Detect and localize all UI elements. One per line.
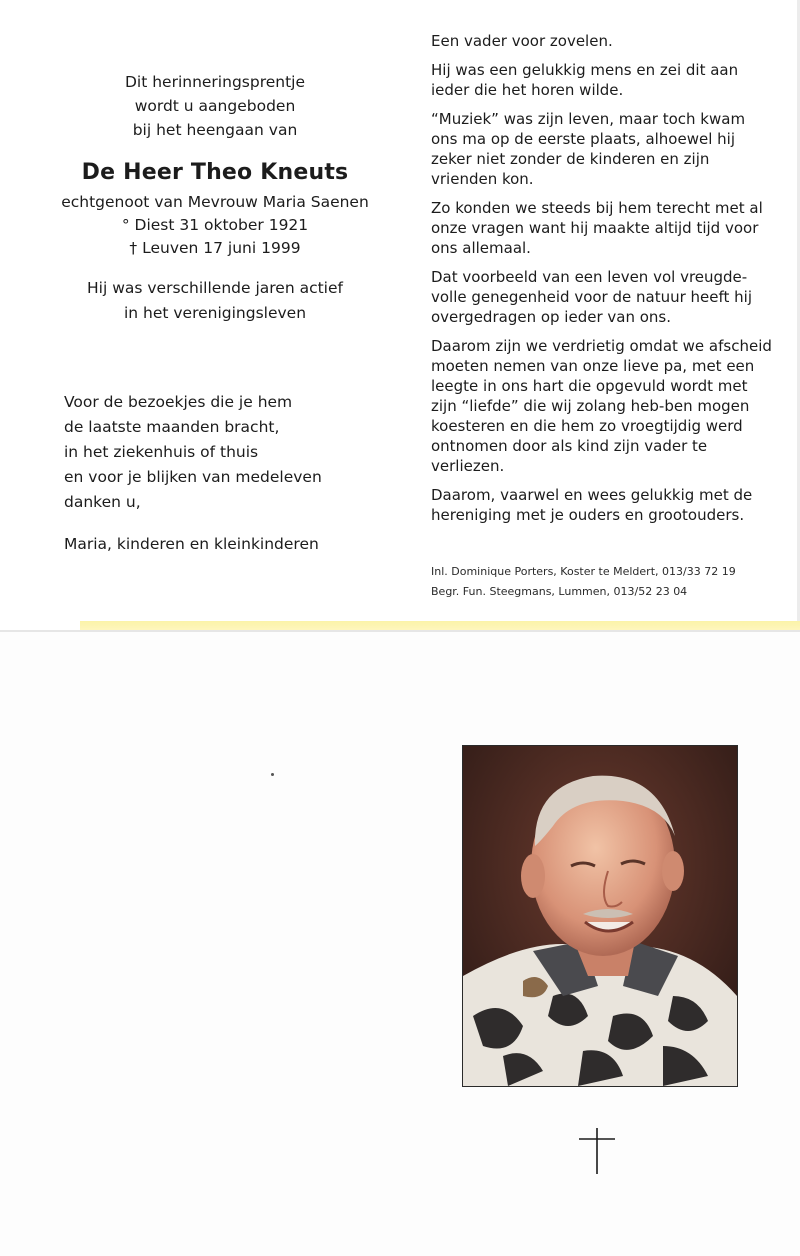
credit-line: Inl. Dominique Porters, Koster te Meldert, 013/33 72 19 (431, 565, 736, 578)
thanks-line: Voor de bezoekjes die je hem (64, 393, 293, 411)
activity-line: in het verenigingsleven (123, 304, 307, 322)
portrait-illustration (463, 746, 737, 1086)
intro-line: wordt u aangeboden (134, 97, 296, 115)
credits (431, 562, 736, 602)
activity-line: Hij was verschillende jaren actief (87, 279, 343, 297)
paragraph: Daarom zijn we verdrietig omdat we afscheid moeten nemen van onze lieve pa, met een leegte in ons hart die opgevuld wordt met zijn “liefde” die wij zolang heb-ben mogen koesteren en die hem zo vroegtijdig werd ontnomen door als kind zijn vader te verliezen. (431, 337, 772, 475)
thanks-line: in het ziekenhuis of thuis (64, 443, 259, 461)
card-inside-panel (0, 0, 800, 622)
left-column (40, 70, 390, 326)
thanks-line: en voor je blijken van medeleven (64, 468, 322, 486)
thanks-line: danken u, (64, 493, 141, 511)
family-signoff: Maria, kinderen en kleinkinderen (64, 535, 319, 553)
paragraph: “Muziek” was zijn leven, maar toch kwam ons ma op de eerste plaats, alhoewel hij zeker niet zonder de kinderen en zijn vrienden kon. (431, 110, 746, 188)
cross-icon (575, 1126, 619, 1176)
spouse-line: echtgenoot van Mevrouw Maria Saenen (61, 193, 369, 211)
credit-line: Begr. Fun. Steegmans, Lummen, 013/52 23 04 (431, 585, 688, 598)
death-line: † Leuven 17 juni 1999 (129, 239, 301, 257)
thanks-line: de laatste maanden bracht, (64, 418, 280, 436)
activity-text (40, 276, 390, 326)
paragraph: Een vader voor zovelen. (431, 32, 613, 50)
thanks-text (64, 390, 394, 515)
intro-line: Dit herinneringsprentje (124, 73, 306, 91)
paragraph: Daarom, vaarwel en wees gelukkig met de hereniging met je ouders en grootouders. (431, 486, 753, 524)
deceased-name: De Heer Theo Kneuts (81, 160, 349, 185)
paragraph: Dat voorbeeld van een leven vol vreugde-volle genegenheid voor de natuur heeft hij overgedragen op ieder van ons. (431, 268, 753, 326)
portrait-photo (462, 745, 738, 1087)
paragraph: Hij was een gelukkig mens en zei dit aan ieder die het horen wilde. (431, 61, 739, 99)
intro-line: bij het heengaan van (132, 121, 298, 139)
paragraph: Zo konden we steeds bij hem terecht met al onze vragen want hij maakte altijd tijd voor ons allemaal. (431, 199, 763, 257)
speck (271, 773, 274, 776)
birth-line: ° Diest 31 oktober 1921 (121, 216, 309, 234)
right-column (431, 31, 776, 534)
